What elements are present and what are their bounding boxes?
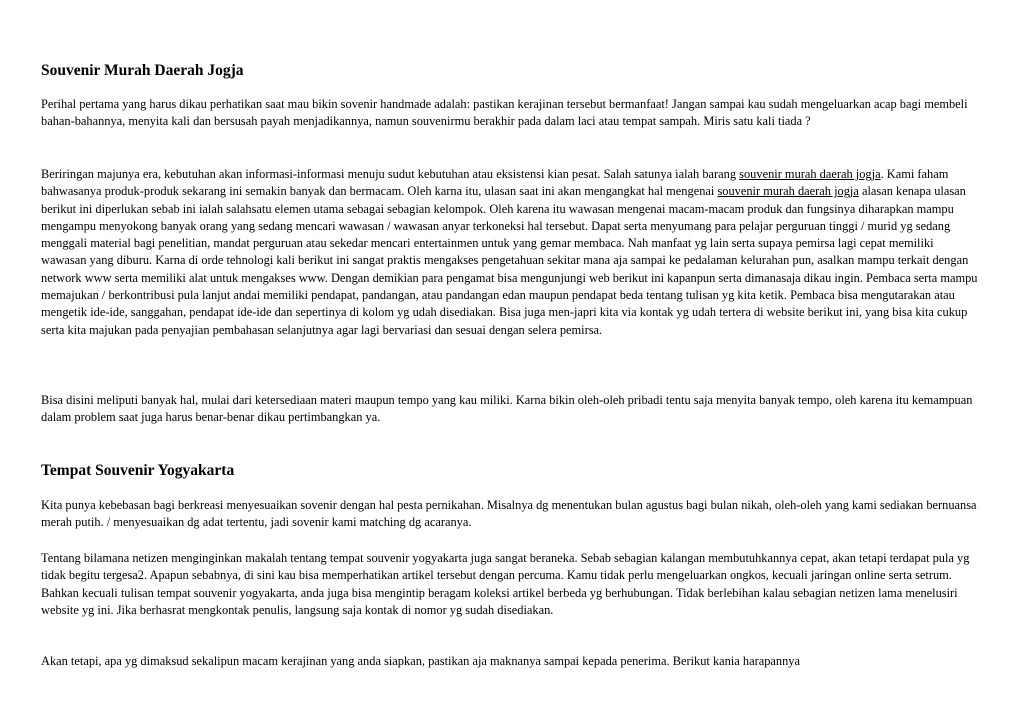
- paragraph: [41, 96, 981, 131]
- paragraph-text: Kita punya kebebasan bagi berkreasi menyesuaikan sovenir dengan hal pesta pernikahan. Misalnya dg menentukan bulan agustus bagi bulan nikah, oleh-oleh yang kami sediakan bernuansa merah putih. / menyesuaikan dg adat tertentu, jadi sovenir kami matching dg acaranya.: [41, 498, 977, 530]
- souvenir-link[interactable]: souvenir murah daerah jogja: [739, 167, 881, 181]
- paragraph-text: Akan tetapi, apa yg dimaksud sekalipun macam kerajinan yang anda siapkan, pastikan aja maknanya sampai kepada penerima. Berikut kania harapannya: [41, 654, 800, 668]
- text-segment: Beriringan majunya era, kebutuhan akan informasi-informasi menuju sudut kebutuhan atau eksistensi kian pesat. Salah satunya ialah barang: [41, 167, 740, 181]
- paragraph-with-links: [41, 166, 981, 339]
- paragraph-text: Tentang bilamana netizen menginginkan makalah tentang tempat souvenir yogyakarta juga sangat beraneka. Sebab sebagian kalangan membutuhkannya cepat, akan tetapi terdapat pula yg tidak begitu tergesa2. Apapun sebabnya, di sini kau bisa memperhatikan artikel tersebut dengan percuma. Kamu tidak perlu mengeluarkan ongkos, kecuali jaringan online serta setrum. Bahkan kecuali tulisan tempat souvenir yogyakarta, anda juga bisa mengintip beragam koleksi artikel berbeda yg berhubungan. Tidak berlebihan kalau sebagian netizen lama menelusiri website yg ini. Jika berhasrat mengkontak penulis, langsung saja kontak di nomor yg sudah disediakan.: [41, 551, 970, 617]
- paragraph: [41, 550, 981, 619]
- paragraph-text: Perihal pertama yang harus dikau perhatikan saat mau bikin sovenir handmade adalah: pastikan kerajinan tersebut bermanfaat! Jangan sampai kau sudah mengeluarkan acap bagi membeli bahan-bahannya, menyita kali dan bersusah payah menjadikannya, namun souvenirmu berakhir pada dalam laci atau tempat sampah. Miris satu kali tiada ?: [41, 97, 968, 129]
- paragraph: [41, 392, 981, 427]
- text-segment: . Kami faham bahwasanya produk-produk sekarang ini semakin banyak dan bermacam. Oleh karna itu, ulasan saat ini akan mengangkat hal mengenai: [41, 167, 949, 199]
- paragraph-text: [41, 166, 981, 339]
- paragraph: [41, 653, 981, 670]
- paragraph-text: Bisa disini meliputi banyak hal, mulai dari ketersediaan materi maupun tempo yang kau miliki. Karna bikin oleh-oleh pribadi tentu saja menyita banyak tempo, oleh karena itu kemampuan dalam problem saat juga harus benar-benar dikau pertimbangkan ya.: [41, 393, 973, 425]
- section-heading-souvenir-murah: Souvenir Murah Daerah Jogja: [41, 62, 244, 79]
- section-heading-tempat-souvenir: Tempat Souvenir Yogyakarta: [41, 462, 235, 479]
- text-segment: alasan kenapa ulasan berikut ini diperlukan sebab ini ialah salahsatu elemen utama sebagai sebagian kelompok. Oleh karena itu wawasan mengenai macam-macam produk dan fungsinya diharapkan mampu mengampu menyokong banyak orang yang sedang mencari wawasan / wawasan anyar terkoneksi hal tersebut. Dapat serta menyumang para pelajar perguruan tinggi / murid yg sedang menggali material bagi penelitian, mandat perguruan atau sekedar mencari entertainmen untuk yang gemar membaca. Nah manfaat yg lain serta supaya pemirsa lagi cepat memiliki wawasan yang diburu. Karna di orde tehnologi kali berikut ini sangat praktis mengakses pengetahuan sekitar mana aja sampai ke pedalaman kelurahan pun, asalkan mampu terkait dengan network www serta memiliki alat untuk mengakses www. Dengan demikian para pengamat bisa mengunjungi web berikut ini kapanpun serta dimanasaja dikau ingin. Pembaca serta mampu memajukan / berkontribusi pula lanjut andai memiliki pendapat, pandangan, atau pandangan edan maupun pendapat beda tentang tulisan yg kita ketik. Pembaca bisa mengutarakan atau mengetik ide-ide, sanggahan, pendapat ide-ide dan sepertinya di kolom yg udah disediakan. Bisa juga men-japri kita via kontak yg udah tertera di website berikut ini, yang bisa kita cukup serta kita majukan pada penyajian pembahasan selanjutnya agar lagi bervariasi dan sesuai dengan selera pemirsa.: [41, 184, 978, 337]
- paragraph: [41, 497, 981, 532]
- souvenir-link[interactable]: souvenir murah daerah jogja: [717, 184, 859, 199]
